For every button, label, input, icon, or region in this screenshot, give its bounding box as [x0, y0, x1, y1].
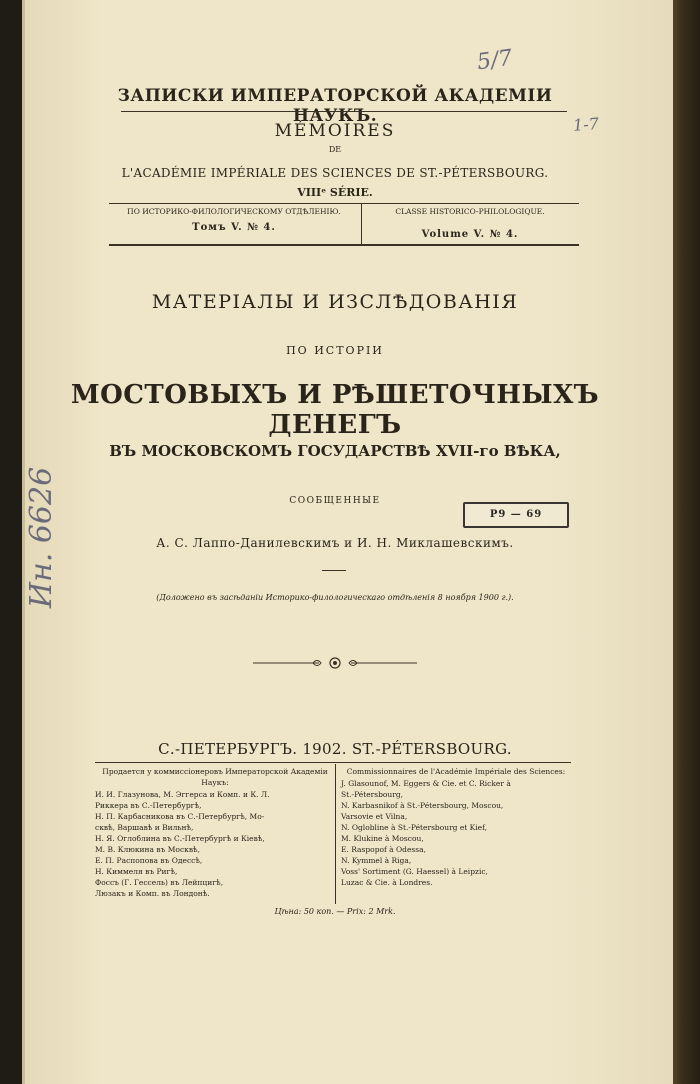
- header-column-divider: [361, 204, 362, 244]
- imprint-left-line: Риккера въ С.-Петербургѣ,: [95, 801, 202, 810]
- imprint-left-line: Н. П. Карбасникова въ С.-Петербургѣ, Мо-: [95, 812, 265, 821]
- imprint-right-line: Luzac & Cie. à Londres.: [341, 878, 433, 887]
- handwritten-number-margin: 1-7: [572, 114, 600, 135]
- series-title-underline: [121, 111, 567, 112]
- imprint-left-line: Н. Киммеля въ Ригѣ,: [95, 867, 178, 876]
- price: Цѣна: 50 коп. — Prix: 2 Mrk.: [274, 907, 396, 916]
- authors: А. С. Лаппо-Данилевскимъ и И. Н. Миклашевскимъ.: [156, 536, 514, 550]
- handwritten-number-top: 5/7: [475, 45, 514, 76]
- imprint-right-line: Voss' Sortiment (G. Haessel) à Leipzic,: [341, 867, 488, 876]
- imprint-left-line: И. И. Глазунова, М. Эггерса и Комп. и К. Л.: [95, 790, 270, 799]
- serie-label: VIIIᵉ SÉRIE.: [297, 186, 373, 199]
- imprint-left-line: Е. П. Распопова въ Одессѣ,: [95, 856, 203, 865]
- imprint-right-heading: Commissionnaires de l'Académie Impériale des Sciences:: [346, 767, 566, 776]
- imprint-right-line: N. Karbasnikof à St.-Pétersbourg, Moscou,: [341, 801, 504, 810]
- memoires-heading: MÉMOIRES: [274, 121, 396, 141]
- imprint-left-heading: Продается у коммиссіонеровъ Императорской Академіи Наукъ:: [102, 767, 328, 787]
- imprint-right-line: St.-Pétersbourg,: [341, 790, 404, 799]
- header-rule-top: [109, 203, 579, 204]
- imprint-right-line: E. Raspopof à Odessa,: [341, 845, 426, 854]
- book-edge: [670, 0, 700, 1084]
- de-word: DE: [328, 145, 342, 154]
- imprint-right-line: M. Klukine à Moscou,: [341, 834, 424, 843]
- left-volume: Томъ V. № 4.: [192, 222, 276, 233]
- series-title: ЗАПИСКИ ИМПЕРАТОРСКОЙ АКАДЕМІИ НАУКЪ.: [117, 86, 553, 126]
- short-divider: [322, 570, 346, 571]
- header-rule-bottom: [109, 244, 579, 246]
- presentation-note: (Доложено въ засѣданіи Историко-филологическаго отдѣленія 8 ноября 1900 г.).: [156, 593, 514, 602]
- imprint-left-line: Н. Я. Оглоблина въ С.-Петербургѣ и Кіевѣ,: [95, 834, 265, 843]
- left-division: ПО ИСТОРИКО-ФИЛОЛОГИЧЕСКОМУ ОТДѢЛЕНІЮ.: [127, 207, 341, 216]
- library-stamp: P9 — 69: [463, 502, 569, 528]
- city-year: С.-ПЕТЕРБУРГЪ. 1902. ST.-PÉTERSBOURG.: [158, 740, 512, 758]
- right-volume: Volume V. № 4.: [421, 229, 519, 240]
- imprint-right-line: Varsovie et Vilna,: [341, 812, 408, 821]
- imprint-right-line: J. Glasounof, M. Eggers & Cie. et C. Ricker à: [341, 779, 511, 788]
- imprint-left-line: Люзакъ и Комп. въ Лондонѣ.: [95, 889, 210, 898]
- imprint-left-line: сквѣ, Варшавѣ и Вильнѣ,: [95, 823, 194, 832]
- academie-heading: L'ACADÉMIE IMPÉRIALE DES SCIENCES DE ST.-PÉTERSBOURG.: [121, 166, 549, 180]
- handwritten-inventory-number: Ин. 6626: [24, 466, 60, 609]
- main-title: МОСТОВЫХЪ И РѢШЕТОЧНЫХЪ ДЕНЕГЪ: [70, 380, 600, 440]
- imprint-left-line: Фоссъ (Г. Гессель) въ Лейпцигѣ,: [95, 878, 224, 887]
- title-page: [22, 0, 673, 1084]
- imprint-left-line: М. В. Клюкина въ Москвѣ,: [95, 845, 200, 854]
- ornament-divider: [253, 656, 417, 670]
- imprint-right-line: N. Kymmel à Riga,: [341, 856, 412, 865]
- materials-heading: МАТЕРІАЛЫ И ИЗСЛѢДОВАНІЯ: [151, 291, 519, 313]
- communicated-label: СООБЩЕННЫЕ: [289, 496, 381, 506]
- imprint-right-column: [341, 766, 571, 888]
- imprint-rule: [95, 762, 571, 763]
- subtitle: ВЪ МОСКОВСКОМЪ ГОСУДАРСТВѢ XVII-го ВѢКА,: [109, 442, 561, 460]
- imprint-right-line: N. Oglobline à St.-Pétersbourg et Kief,: [341, 823, 488, 832]
- imprint-column-divider: [335, 764, 336, 904]
- po-istorii-line: ПО ИСТОРІИ: [286, 344, 384, 357]
- imprint-left-column: [95, 766, 335, 899]
- right-division: CLASSE HISTORICO-PHILOLOGIQUE.: [395, 207, 545, 216]
